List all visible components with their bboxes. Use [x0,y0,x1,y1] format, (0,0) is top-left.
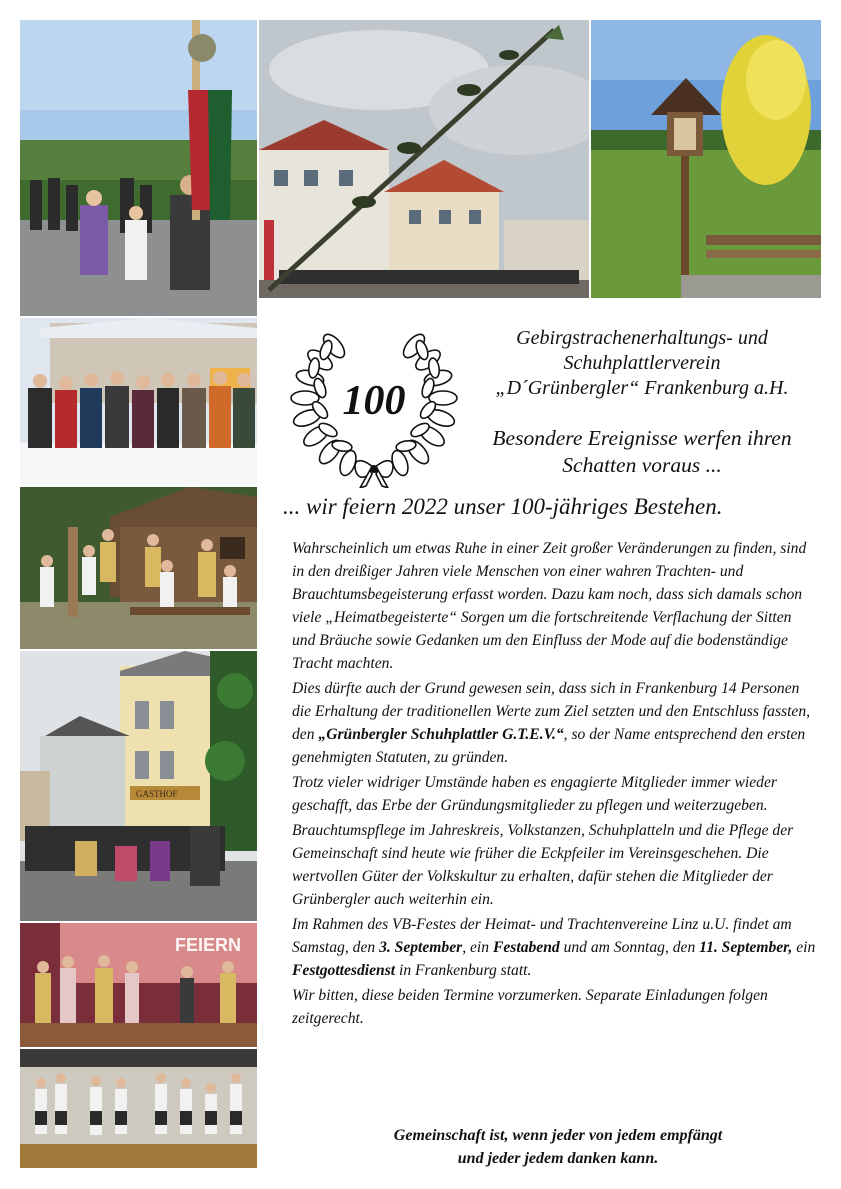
club-name-bold: „Grünbergler Schuhplattler G.T.E.V.“ [318,726,564,743]
photo-procession-flag [20,20,257,316]
subtitle [452,425,832,479]
events-text-e: in Frankenburg statt. [395,962,532,979]
photo-stage-performance [20,1049,257,1168]
celebration-headline: ... wir feiern 2022 unser 100-jähriges Bestehen. [283,494,723,519]
paragraph-members: Trotz vieler widriger Umstände haben es engagierte Mitglieder immer wieder geschafft, das Erbe der Gründungsmitglieder zu pflegen und weiterzugeben. [292,774,777,814]
subtitle-line-1: Besondere Ereignisse werfen ihren [492,426,792,450]
event-date-1: 3. September [379,939,463,956]
paragraph-events [292,913,818,982]
photo-wayside-shrine [591,20,821,298]
paragraph-history: Wahrscheinlich um etwas Ruhe in einer Zeit großer Veränderungen zu finden, sind in den dreißiger Jahren viele Menschen von einer wahren Trachten- und Brauchtumsbegeisterung erfasst worden. Dazu kam noch, dass sich damals schon viele „Heimatbegeisterte“ Sorgen um die fortschreitende Verflachung der Sitten und Bräuche sowie Gedanken um den Einfluss der Mode auf die bodenständige Tracht machten. [292,540,807,672]
events-text-b: , ein [462,939,493,956]
event-name-1: Festabend [492,939,560,956]
event-name-2: Festgottesdienst [292,962,396,979]
photo-maypole [259,20,589,298]
org-line-1: Gebirgstrachenerhaltungs- und [516,327,768,349]
article-body [292,537,818,1032]
photo-winter-group [20,318,257,485]
banner-text: FEIERN [175,935,242,955]
events-text-a: Im Rahmen des VB-Festes der Heimat- und Trachtenvereine Linz u.U. findet am Samstag, den [292,916,792,956]
paragraph-notice: Wir bitten, diese beiden Termine vorzumerken. Separate Einladungen folgen zeitgerecht. [292,987,768,1027]
paragraph-tradition: Brauchtumspflege im Jahreskreis, Volkstanzen, Schuhplatteln und die Pflege der Gemeinschaft sind heute wie früher die Eckpfeiler im Vereinsgeschehen. Die wertvollen Güter der Volkskultur zu erhalten, dafür stehen die Mitglieder der Grünbergler auch weiterhin ein. [292,822,794,908]
subtitle-line-2: Schatten voraus ... [562,453,722,477]
events-text-c: und am Sonntag, den [559,939,700,956]
org-line-2: Schuhplattlerverein [563,352,721,374]
event-date-2: 11. September, [699,939,793,956]
emblem-number: 100 [342,378,406,424]
motto-line-2: und jeder jedem danken kann. [457,1150,659,1167]
founding-text-a: Dies dürfte auch der Grund gewesen sein, dass sich in Frankenburg 14 Personen die Erhaltung der traditionellen Werte zum Ziel setzten und den Entschluss fassten, den [292,680,811,743]
motto-line-1: Gemeinschaft ist, wenn jeder von jedem empfängt [393,1127,723,1144]
events-text-d: ein [792,939,816,956]
organization-name [462,326,822,401]
photo-stage-banner [20,923,257,1047]
photo-dancers-hut [20,487,257,649]
laurel-wreath-emblem [290,328,458,488]
org-line-3: „D´Grünbergler“ Frankenburg a.H. [495,377,789,399]
shop-sign-text: GASTHOF [136,789,178,799]
paragraph-founding [292,677,818,769]
photo-street-procession [20,651,257,921]
founding-text-b: , so der Name entsprechend den ersten genehmigten Statuten, zu gründen. [292,726,806,766]
motto [300,1124,816,1170]
